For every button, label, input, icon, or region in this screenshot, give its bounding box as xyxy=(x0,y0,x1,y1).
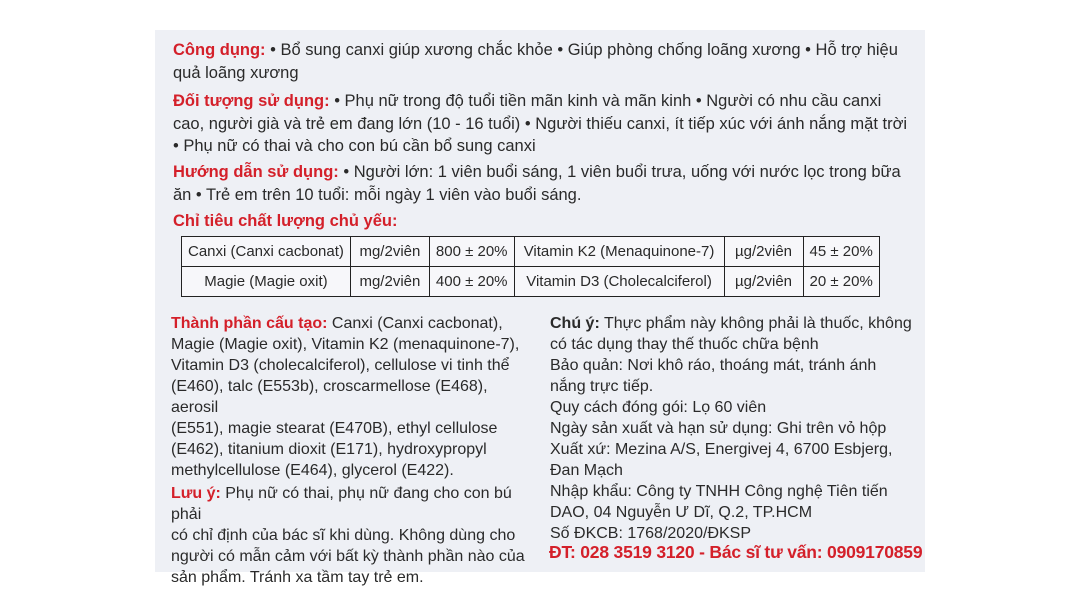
label-panel xyxy=(155,30,925,586)
table-row xyxy=(182,237,880,267)
table-cell: µg/2viên xyxy=(724,267,803,297)
info-line: Bảo quản: Nơi khô ráo, thoáng mát, tránh ánh xyxy=(550,357,877,374)
section-chi-tieu xyxy=(173,210,913,233)
doi-tuong-text-1: • Phụ nữ trong độ tuổi tiền mãn kinh và mãn kinh • Người có nhu cầu canxi xyxy=(329,92,882,110)
cong-dung-label: Công dụng: xyxy=(173,41,266,59)
doi-tuong-text-2: cao, người già và trẻ em đang lớn (10 - 16 tuổi) • Người thiếu canxi, ít tiếp xúc với ánh nắng mặt trời xyxy=(173,114,908,133)
section-doi-tuong xyxy=(173,90,913,158)
thanh-phan-line: methylcellulose (E464), glycerol (E422). xyxy=(171,462,454,479)
doi-tuong-text-3: • Phụ nữ có thai và cho con bú cần bổ sung canxi xyxy=(173,137,536,155)
thanh-phan-line: Canxi (Canxi cacbonat), xyxy=(327,315,503,332)
table-cell: 400 ± 20% xyxy=(429,267,514,297)
cong-dung-text-1: • Bổ sung canxi giúp xương chắc khỏe • Giúp phòng chống loãng xương • Hỗ trợ hiệu xyxy=(265,41,898,59)
left-column xyxy=(171,313,539,588)
info-line: Ngày sản xuất và hạn sử dụng: Ghi trên vỏ hộp xyxy=(550,420,887,437)
luu-y-line: Phụ nữ có thai, phụ nữ đang cho con bú phải xyxy=(171,485,512,523)
table-cell: 800 ± 20% xyxy=(429,237,514,267)
table-cell: Canxi (Canxi cacbonat) xyxy=(182,237,351,267)
luu-y-line: có chỉ định của bác sĩ khi dùng. Không dùng cho xyxy=(171,527,516,544)
table-cell: µg/2viên xyxy=(724,237,803,267)
info-line: Số ĐKCB: 1768/2020/ĐKSP xyxy=(550,525,752,542)
table-cell: mg/2viên xyxy=(350,237,429,267)
luu-y-line: người có mẫn cảm với bất kỳ thành phần nào của xyxy=(171,548,525,565)
luu-y-block xyxy=(171,483,539,588)
chu-y-line-1: Thực phẩm này không phải là thuốc, không xyxy=(599,315,912,332)
thanh-phan-line: (E460), talc (E553b), croscarmellose (E468), aerosil xyxy=(171,378,488,416)
thanh-phan-line: Vitamin D3 (cholecalciferol), cellulose vi tinh thể xyxy=(171,357,510,374)
info-block xyxy=(550,355,915,544)
contact-line: ĐT: 028 3519 3120 - Bác sĩ tư vấn: 0909170859 xyxy=(549,542,923,562)
info-line: Nhập khẩu: Công ty TNHH Công nghệ Tiên tiến xyxy=(550,483,888,500)
table-cell: 45 ± 20% xyxy=(803,237,879,267)
table-cell: 20 ± 20% xyxy=(803,267,879,297)
cong-dung-text-2: quả loãng xương xyxy=(173,63,299,82)
chu-y-block xyxy=(550,313,915,355)
right-column xyxy=(550,313,915,544)
chu-y-line-2: có tác dụng thay thế thuốc chữa bệnh xyxy=(550,336,819,353)
table-cell: Vitamin K2 (Menaquinone-7) xyxy=(514,237,724,267)
huong-dan-text-1: • Người lớn: 1 viên buổi sáng, 1 viên buổi trưa, uống với nước lọc trong bữa xyxy=(338,163,901,181)
luu-y-line: sản phẩm. Tránh xa tầm tay trẻ em. xyxy=(171,569,424,586)
info-line: Đan Mạch xyxy=(550,462,623,479)
chi-tieu-label: Chỉ tiêu chất lượng chủ yếu: xyxy=(173,212,398,230)
huong-dan-text-2: ăn • Trẻ em trên 10 tuổi: mỗi ngày 1 viên vào buổi sáng. xyxy=(173,185,582,204)
table-cell: mg/2viên xyxy=(350,267,429,297)
table-cell: Magie (Magie oxit) xyxy=(182,267,351,297)
luu-y-label: Lưu ý: xyxy=(171,485,221,502)
thanh-phan-line: (E551), magie stearat (E470B), ethyl cellulose xyxy=(171,420,498,437)
info-line: Quy cách đóng gói: Lọ 60 viên xyxy=(550,399,767,416)
thanh-phan-block xyxy=(171,313,539,481)
thanh-phan-line: Magie (Magie oxit), Vitamin K2 (menaquinone-7), xyxy=(171,336,520,353)
table-cell: Vitamin D3 (Cholecalciferol) xyxy=(514,267,724,297)
thanh-phan-label: Thành phần cấu tạo: xyxy=(171,315,328,332)
section-huong-dan xyxy=(173,161,913,206)
info-line: DAO, 04 Nguyễn Ư Dĩ, Q.2, TP.HCM xyxy=(550,504,813,521)
info-line: Xuất xứ: Mezina A/S, Energivej 4, 6700 Esbjerg, xyxy=(550,441,893,458)
section-cong-dung xyxy=(173,39,913,84)
doi-tuong-label: Đối tượng sử dụng: xyxy=(173,92,330,110)
quality-table xyxy=(181,236,880,297)
chu-y-label: Chú ý: xyxy=(550,315,600,332)
table-row xyxy=(182,267,880,297)
info-line: nắng trực tiếp. xyxy=(550,378,654,395)
huong-dan-label: Hướng dẫn sử dụng: xyxy=(173,163,339,181)
thanh-phan-line: (E462), titanium dioxit (E171), hydroxypropyl xyxy=(171,441,487,458)
